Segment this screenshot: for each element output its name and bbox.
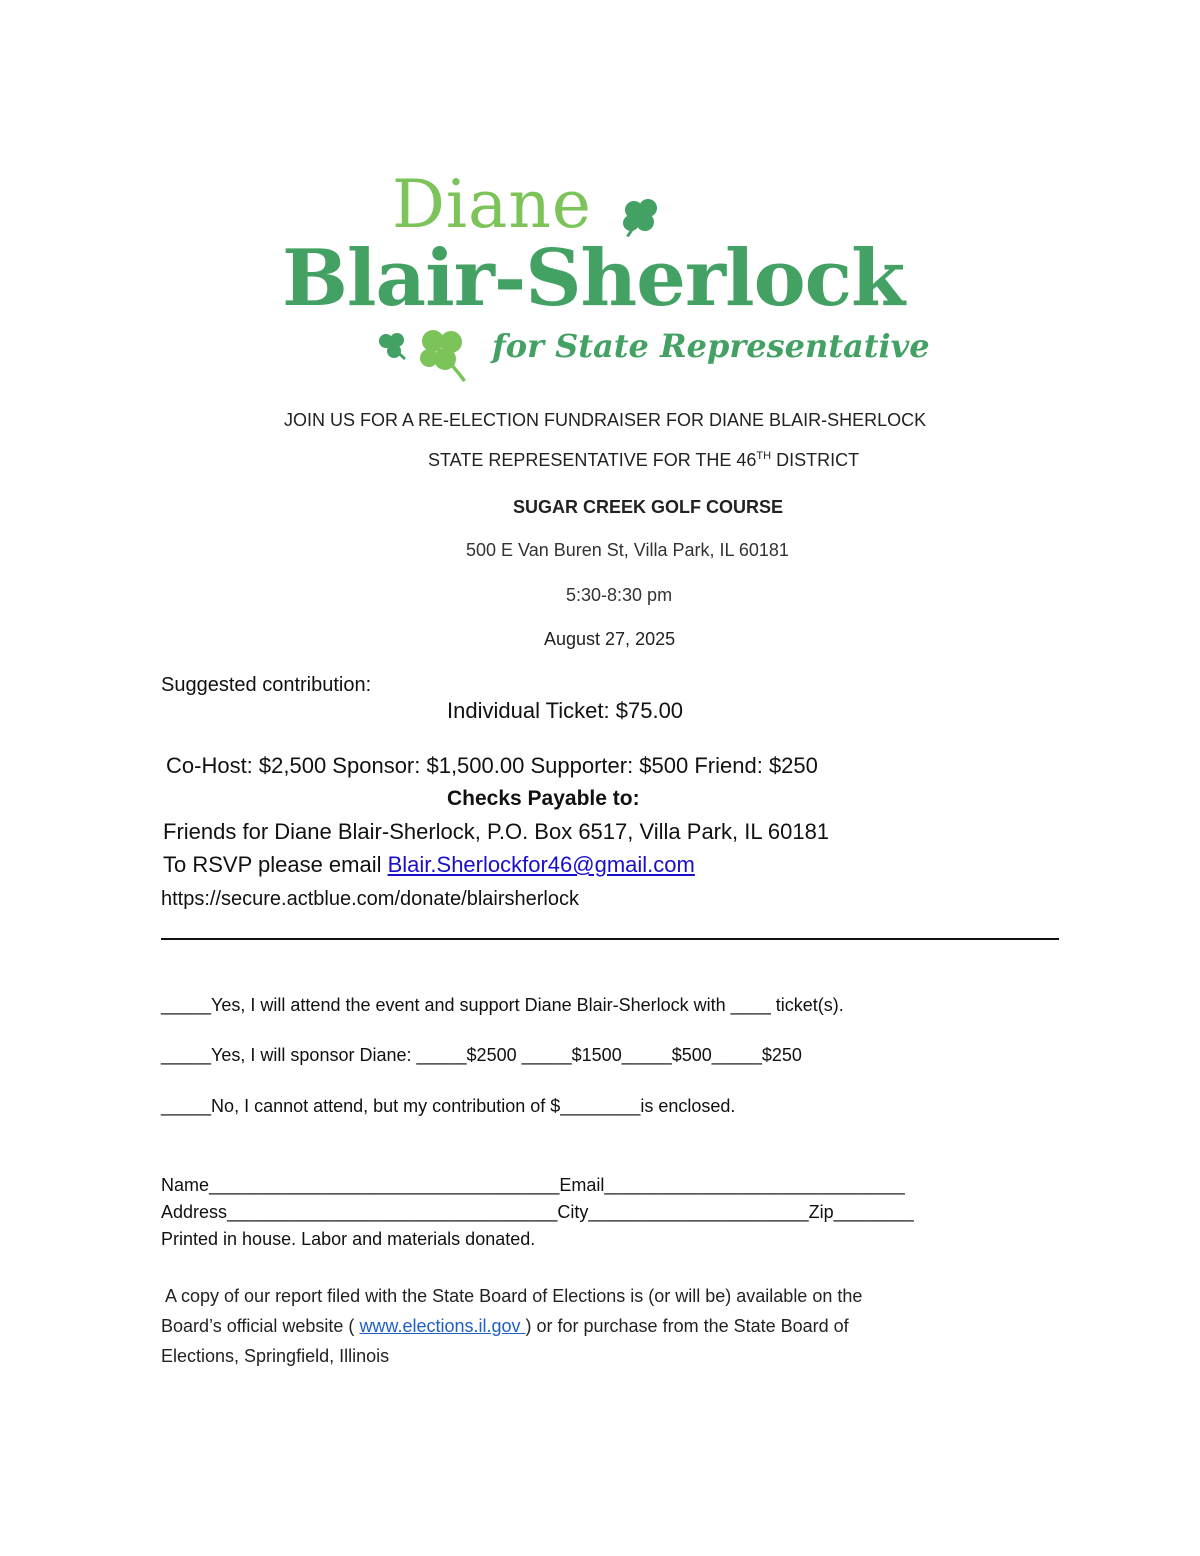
subhead-prefix: STATE REPRESENTATIVE FOR THE 46 [428,450,757,470]
large-shamrock-icon [415,326,473,384]
disclaimer-line-2 [161,1316,849,1337]
actblue-url[interactable]: https://secure.actblue.com/donate/blairsherlock [161,888,579,910]
option-decline: _____No, I cannot attend, but my contribution of $________is enclosed. [161,1096,736,1116]
small-shamrock-icon [374,330,410,364]
logo-last-name: Blair-Sherlock [282,233,905,324]
event-time: 5:30-8:30 pm [566,585,673,605]
subhead-suffix: DISTRICT [771,450,860,470]
rsvp-prefix: To RSVP please email [163,852,388,877]
disclaimer-line-2-suffix: ) or for purchase from the State Board of [525,1316,849,1336]
event-venue: SUGAR CREEK GOLF COURSE [513,497,784,517]
printed-note: Printed in house. Labor and materials donated. [161,1229,536,1249]
event-date: August 27, 2025 [544,629,676,649]
address-city-zip-line: Address_________________________________City______________________Zip________ [161,1202,914,1222]
event-subhead [428,450,859,471]
rsvp-email-link[interactable]: Blair.Sherlockfor46@gmail.com [387,852,695,877]
suggested-contribution-label: Suggested contribution: [161,674,372,696]
payee-address: Friends for Diane Blair-Sherlock, P.O. Box 6517, Villa Park, IL 60181 [163,819,830,844]
subhead-superscript: TH [756,450,772,462]
option-attend: _____Yes, I will attend the event and support Diane Blair-Sherlock with ____ ticket(s). [161,995,844,1015]
disclaimer-line-3: Elections, Springfield, Illinois [161,1346,390,1366]
event-headline: JOIN US FOR A RE-ELECTION FUNDRAISER FOR DIANE BLAIR-SHERLOCK [284,410,927,430]
checks-payable-label: Checks Payable to: [447,787,640,810]
option-sponsor: _____Yes, I will sponsor Diane: _____$2500 _____$1500_____$500_____$250 [161,1045,802,1065]
divider [161,938,1059,940]
individual-ticket: Individual Ticket: $75.00 [447,698,684,723]
name-email-line: Name___________________________________Email______________________________ [161,1175,905,1195]
logo-tagline: for State Representative [492,327,930,365]
disclaimer-line-1: A copy of our report filed with the State Board of Elections is (or will be) available on the [165,1286,863,1306]
event-address: 500 E Van Buren St, Villa Park, IL 60181 [466,540,789,560]
rsvp-line [163,852,695,878]
sponsorship-tiers: Co-Host: $2,500 Sponsor: $1,500.00 Supporter: $500 Friend: $250 [166,753,818,778]
disclaimer-line-2-prefix: Board’s official website ( [161,1316,360,1336]
elections-website-link[interactable]: www.elections.il.gov [359,1316,526,1336]
logo-first-name: Diane [392,166,592,243]
